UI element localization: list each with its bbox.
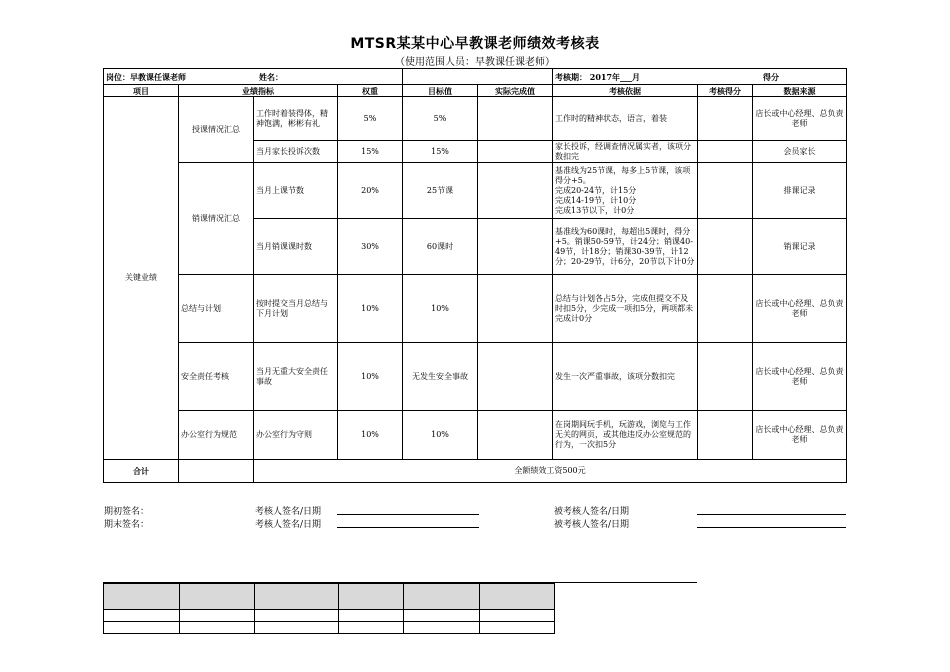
score-cell[interactable]: [698, 141, 753, 163]
signature-end-label: 期末签名：: [104, 520, 150, 530]
assessee-sign-start: 被考核人签名/日期: [554, 507, 630, 517]
assessment-table: [103, 68, 847, 483]
assessee-end-line[interactable]: [697, 527, 846, 528]
page-title: MTSR某某中心早教课老师绩效考核表: [350, 36, 600, 52]
source-cell: 排课记录: [753, 163, 847, 219]
category-cell: 销课情况汇总: [179, 163, 254, 275]
actual-cell[interactable]: [478, 343, 553, 411]
assessor-end-line[interactable]: [337, 527, 479, 528]
assessor-sign-end: 考核人签名/日期: [255, 520, 322, 530]
grid-cell: [255, 622, 339, 634]
indicator-cell: 当月家长投诉次数: [254, 141, 338, 163]
indicator-cell: 当月销课课时数: [254, 219, 338, 275]
score-label: 得分: [763, 72, 779, 82]
total-label: 合计: [104, 460, 179, 483]
score-cell[interactable]: [698, 219, 753, 275]
basis-cell: 工作时的精神状态，语言，着装: [553, 97, 698, 141]
weight-cell: 15%: [338, 141, 403, 163]
indicator-cell: 当月上课节数: [254, 163, 338, 219]
target-cell: 10%: [403, 275, 478, 343]
source-cell: 店长或中心经理、总负责老师: [753, 275, 847, 343]
header-target: 目标值: [403, 85, 478, 97]
grid-cell: [255, 610, 339, 622]
info-row: [104, 69, 847, 85]
indicator-cell: 按时提交当月总结与下月计划: [254, 275, 338, 343]
basis-cell: 基准线为25节课，每多上5节课，该项得分+5。 完成20-24节，计15分 完成14-19节，计10分 完成13节以下，计0分: [553, 163, 698, 219]
grid-cell: [480, 610, 555, 622]
grid-cell: [339, 584, 404, 610]
actual-cell[interactable]: [478, 275, 553, 343]
assessor-sign-start: 考核人签名/日期: [255, 507, 322, 517]
header-source: 数据来源: [753, 85, 847, 97]
grid-cell: [404, 610, 480, 622]
grid-cell: [180, 584, 255, 610]
period-label: 考核期： 2017年___月: [555, 72, 641, 82]
basis-cell: 在岗期间玩手机，玩游戏，浏览与工作无关的网页，或其他违反办公室规范的行为，一次扣5分: [553, 411, 698, 460]
assessor-start-line[interactable]: [337, 514, 479, 515]
actual-cell[interactable]: [478, 219, 553, 275]
header-weight: 权重: [338, 85, 403, 97]
actual-cell[interactable]: [478, 97, 553, 141]
target-cell: 10%: [403, 411, 478, 460]
category-cell: 安全责任考核: [179, 343, 254, 411]
basis-cell: 总结与计划各占5分，完成但提交不及时扣5分，少完成一项扣5分，两项都未完成计0分: [553, 275, 698, 343]
score-cell[interactable]: [698, 97, 753, 141]
weight-cell: 20%: [338, 163, 403, 219]
grid-cell: [404, 584, 480, 610]
grid-cell: [180, 610, 255, 622]
table-row: [104, 97, 847, 141]
indicator-cell: 当月无重大安全责任事故: [254, 343, 338, 411]
weight-cell: 10%: [338, 411, 403, 460]
total-note: 全额绩效工资500元: [254, 460, 847, 483]
grid-row: [104, 610, 555, 622]
header-project: 项目: [104, 85, 179, 97]
header-row: [104, 85, 847, 97]
grid-cell: [480, 584, 555, 610]
target-cell: 5%: [403, 97, 478, 141]
basis-cell: 家长投诉，经调查情况属实者，该项分数扣完: [553, 141, 698, 163]
grid-cell: [480, 622, 555, 634]
grid-cell: [180, 622, 255, 634]
header-score: 考核得分: [698, 85, 753, 97]
indicator-cell: 办公室行为守则: [254, 411, 338, 460]
blank-grid-table: [103, 583, 555, 634]
category-cell: 总结与计划: [179, 275, 254, 343]
source-cell: 店长或中心经理、总负责老师: [753, 343, 847, 411]
page-subtitle: （使用范围人员：早教课任课老师）: [395, 57, 555, 68]
basis-cell: 基准线为60课时，每超出5课时，得分+5。销课50-59节，计24分；销课40-49节，计18分；销课30-39节，计12分；20-29节，计6分，20节以下计0分: [553, 219, 698, 275]
source-cell: 店长或中心经理、总负责老师: [753, 97, 847, 141]
table-row: [104, 163, 847, 219]
info-blank: [403, 69, 553, 85]
table-row: [104, 411, 847, 460]
actual-cell[interactable]: [478, 411, 553, 460]
source-cell: 会员家长: [753, 141, 847, 163]
score-cell[interactable]: [698, 163, 753, 219]
grid-row: [104, 622, 555, 634]
info-period-score: [553, 69, 847, 85]
target-cell: 60课时: [403, 219, 478, 275]
grid-cell: [104, 622, 180, 634]
grid-cell: [255, 584, 339, 610]
header-indicator: 业绩指标: [179, 85, 338, 97]
score-cell[interactable]: [698, 411, 753, 460]
grid-cell: [339, 610, 404, 622]
target-cell: 15%: [403, 141, 478, 163]
source-cell: 销课记录: [753, 219, 847, 275]
target-cell: 无发生安全事故: [403, 343, 478, 411]
actual-cell[interactable]: [478, 141, 553, 163]
target-cell: 25节课: [403, 163, 478, 219]
table-row: [104, 275, 847, 343]
score-cell[interactable]: [698, 343, 753, 411]
weight-cell: 10%: [338, 275, 403, 343]
actual-cell[interactable]: [478, 163, 553, 219]
weight-cell: 30%: [338, 219, 403, 275]
indicator-cell: 工作时着装得体，精神饱满，彬彬有礼: [254, 97, 338, 141]
grid-cell: [104, 610, 180, 622]
table-row: [104, 343, 847, 411]
grid-header-row: [104, 584, 555, 610]
score-cell[interactable]: [698, 275, 753, 343]
source-cell: 店长或中心经理、总负责老师: [753, 411, 847, 460]
grid-cell: [339, 622, 404, 634]
weight-cell: 5%: [338, 97, 403, 141]
name-label: 姓名：: [259, 72, 283, 82]
grid-cell: [104, 584, 180, 610]
basis-cell: 发生一次严重事故，该项分数扣完: [553, 343, 698, 411]
position-label: 岗位：早教课任课老师: [106, 72, 186, 82]
project-cell: 关键业绩: [104, 97, 179, 460]
assessee-sign-end: 被考核人签名/日期: [554, 520, 630, 530]
header-basis: 考核依据: [553, 85, 698, 97]
signature-start-label: 期初签名：: [104, 507, 150, 517]
grid-cell: [404, 622, 480, 634]
assessee-start-line[interactable]: [697, 514, 846, 515]
info-position-name: [104, 69, 403, 85]
header-actual: 实际完成值: [478, 85, 553, 97]
category-cell: 办公室行为规范: [179, 411, 254, 460]
weight-cell: 10%: [338, 343, 403, 411]
category-cell: 授课情况汇总: [179, 97, 254, 163]
total-blank: [179, 460, 254, 483]
total-row: [104, 460, 847, 483]
